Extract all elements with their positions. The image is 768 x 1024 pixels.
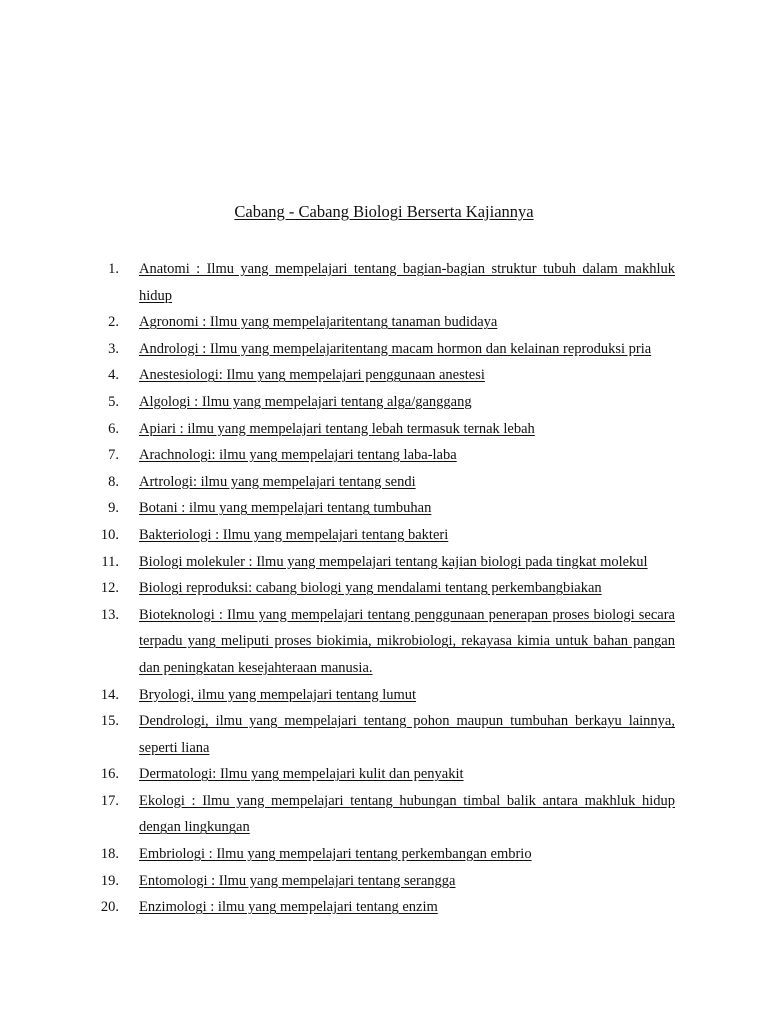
list-item bbox=[0, 708, 768, 761]
item-text: Artrologi: ilmu yang mempelajari tentang sendi bbox=[139, 473, 416, 490]
item-number: 7. bbox=[108, 447, 119, 464]
list-item bbox=[0, 522, 768, 549]
item-number: 1. bbox=[108, 261, 119, 277]
item-number: 10. bbox=[100, 526, 119, 543]
item-number: 3. bbox=[108, 340, 119, 357]
item-number: 9. bbox=[108, 500, 119, 517]
list-item bbox=[0, 469, 768, 496]
item-text: Andrologi : Ilmu yang mempelajaritentang macam hormon dan kelainan reproduksi pria bbox=[139, 340, 652, 357]
item-number: 20. bbox=[100, 899, 119, 916]
page-title: Cabang - Cabang Biologi Berserta Kajiannya bbox=[234, 202, 534, 221]
list-item bbox=[0, 389, 768, 416]
list-item bbox=[0, 362, 768, 389]
item-text: Agronomi : Ilmu yang mempelajaritentang tanaman budidaya bbox=[139, 314, 498, 331]
item-text: Algologi : Ilmu yang mempelajari tentang alga/ganggang bbox=[139, 393, 472, 410]
list-item bbox=[0, 788, 768, 841]
item-text: Embriologi : Ilmu yang mempelajari tentang perkembangan embrio bbox=[139, 846, 532, 863]
list-item bbox=[0, 336, 768, 363]
list-item bbox=[0, 868, 768, 895]
item-number: 4. bbox=[108, 367, 119, 384]
list-item bbox=[0, 495, 768, 522]
item-text: Bioteknologi : Ilmu yang mempelajari tentang penggunaan penerapan proses biologi secara terpadu yang meliputi proses biokimia, mikrobiologi, rekayasa kimia untuk bahan pangan dan peningkatan kesejahteraan manusia. bbox=[139, 606, 675, 676]
list-item bbox=[0, 256, 768, 309]
item-number: 16. bbox=[100, 766, 119, 783]
item-text: Biologi reproduksi: cabang biologi yang mendalami tentang perkembangbiakan bbox=[139, 580, 602, 597]
list-item bbox=[0, 416, 768, 443]
item-number: 8. bbox=[108, 473, 119, 490]
item-text: Biologi molekuler : Ilmu yang mempelajari tentang kajian biologi pada tingkat molekul bbox=[139, 553, 648, 570]
item-number: 12. bbox=[100, 580, 119, 597]
item-text: Apiari : ilmu yang mempelajari tentang lebah termasuk ternak lebah bbox=[139, 420, 535, 437]
item-text: Enzimologi : ilmu yang mempelajari tentang enzim bbox=[139, 899, 438, 916]
item-number: 6. bbox=[108, 420, 119, 437]
item-text: Dermatologi: Ilmu yang mempelajari kulit dan penyakit bbox=[139, 766, 464, 783]
list-item bbox=[0, 602, 768, 682]
item-text: Botani : ilmu yang mempelajari tentang tumbuhan bbox=[139, 500, 432, 517]
list-item bbox=[0, 442, 768, 469]
item-number: 13. bbox=[100, 606, 119, 623]
item-number: 11. bbox=[101, 553, 119, 570]
item-number: 15. bbox=[100, 713, 119, 730]
item-number: 5. bbox=[108, 393, 119, 410]
list-item bbox=[0, 894, 768, 921]
item-text: Entomologi : Ilmu yang mempelajari tentang serangga bbox=[139, 872, 456, 889]
item-number: 18. bbox=[100, 846, 119, 863]
item-text: Dendrologi, ilmu yang mempelajari tentang pohon maupun tumbuhan berkayu lainnya, seperti liana bbox=[139, 713, 675, 756]
item-number: 14. bbox=[100, 686, 119, 703]
list-item bbox=[0, 309, 768, 336]
item-text: Anestesiologi: Ilmu yang mempelajari penggunaan anestesi bbox=[139, 367, 485, 384]
item-text: Ekologi : Ilmu yang mempelajari tentang hubungan timbal balik antara makhluk hidup dengan lingkungan bbox=[139, 792, 675, 836]
item-text: Bryologi, ilmu yang mempelajari tentang lumut bbox=[139, 686, 417, 703]
item-number: 2. bbox=[108, 314, 119, 331]
list-item bbox=[0, 575, 768, 602]
item-number: 17. bbox=[100, 792, 119, 809]
list-item bbox=[0, 682, 768, 709]
branches-list bbox=[0, 256, 768, 921]
list-item bbox=[0, 761, 768, 788]
list-item bbox=[0, 549, 768, 576]
item-text: Bakteriologi : Ilmu yang mempelajari tentang bakteri bbox=[139, 526, 449, 543]
list-item bbox=[0, 841, 768, 868]
item-text: Arachnologi: ilmu yang mempelajari tentang laba-laba bbox=[139, 447, 457, 464]
item-number: 19. bbox=[100, 872, 119, 889]
item-text: Anatomi : Ilmu yang mempelajari tentang bagian-bagian struktur tubuh dalam makhluk hidup bbox=[139, 261, 675, 304]
